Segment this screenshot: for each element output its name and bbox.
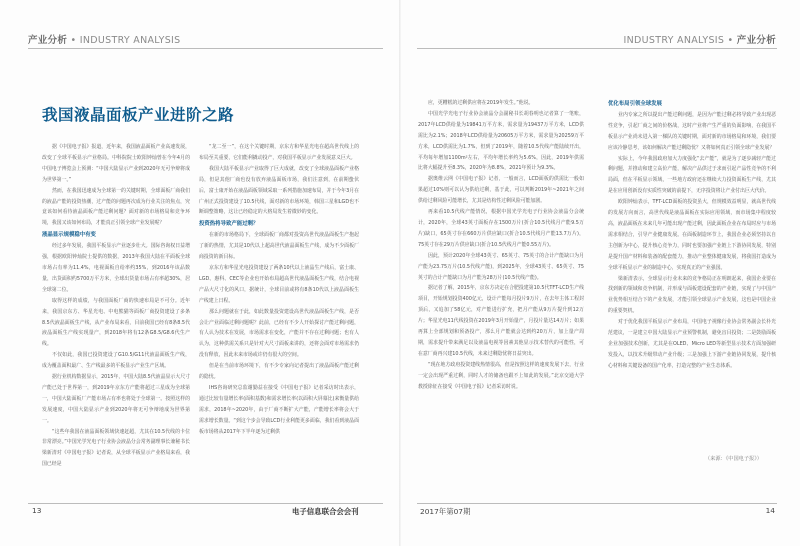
- paragraph: 但是在当前市场环境下，有不少专家向记者提出了液晶面板产能过剩的隐忧。: [199, 363, 359, 381]
- paragraph: “这些年我国在液晶面板领域快速赶超，尤其在10.5代线的卡位非常漂亮。”中国光学光电子行业协会液晶分会常务副理事长兼秘书长梁新清对《中国电子报》记者说，从全球平板显示产业格局来看，我国已经是: [42, 428, 190, 468]
- paragraph: 京东方和华星光电投资建设了两条10代以上液晶生产线后，富士康、LGD、惠科、CEC等企业也开始布局超高世代液晶面板生产线，结合电视产品大尺寸化的风口，据统计，全球目前或将有8条10代以上液晶面板生产线建上日程。: [199, 264, 359, 304]
- paragraph: 不仅如此，我国已投资建设了G10.5/G11代液晶面板生产线，成为覆盖面积最广、生产线最多的平板显示产业生产区域。: [42, 352, 190, 370]
- paragraph: 取得这样的成绩，与我国面板厂商的快速布局是不可分。近年来，我国京东方、华星光电、中电熊猫等面板厂商投资建设了多条8.5代液晶面板生产线，从产业布局来看，目前我国已经有8条8.5代液晶面板生产线实现量产，到2018年将有12条G8.5/G8.6代生产线。: [42, 297, 190, 348]
- section-heading: 优化布局引领全球发展: [608, 101, 662, 107]
- paragraph: 中国光学光电子行业协会液晶分会副秘书长胡春明也记者算了一笔账，2017年LCD供给量为19841万平方米，需求量为19437万平方米，LCD供需比为2.1%；2018年LCD供给量为20605万平方米，需求量为20259万平方米，LCD供需比为1.7%，但到了2019年，随着10.5代线产能陆续开出，平均每年增加1100m²左右，平均年增长率约为5.6%，因此，2019年供需比将大幅提升至8.3%，2020年为8.8%，2021年预计为9.3%。: [418, 110, 584, 172]
- left-page-number: 13: [32, 506, 42, 515]
- right-header: [624, 32, 776, 46]
- paragraph: 在新的市场格局下，全球面板厂商都对投资高世代液晶面板生产抱起了新的热情，尤其是10代以上超高世代液晶面板生产线，成为不少面板厂商投资的新目标。: [199, 232, 359, 261]
- paragraph: 然而，在我国迅速成为全球第一的关键时期，全球面板厂商我们的液晶产能的投资热潮，过产能的问题再次成为行业关注的焦点，究竟该如何看待液晶面板产能过剩问题？面对新的市场格局和竞争环境，我国又该如何布局，才能真正引领全球产业发展呢？: [42, 187, 190, 227]
- article-column-2: [199, 142, 359, 494]
- paragraph: 欧阳钟灿表示，TFT-LCD面板的投资虽大，但规模效益明显，就高世代线的发展方向而言，高世代线是液晶面板在实际应用领域，而市场集中程度较高，液晶面板在未来几年可能出现产能过剩，因此面板企业在布局时应与市场需求相结合，引导产业健康发展。在面板制造环节上，我国企业必须坚持以自主创新为中心，提升核心竞争力，同时也要加强产业链上下游协同发展，特别是提升国产材料和装备的配套能力，推动产业整体健康发展，将我国打造成为全球平板显示产业的制造中心，实现真正的产业强国。: [608, 199, 776, 271]
- right-header-section: 产业分析: [736, 35, 776, 46]
- paragraph: 我国大陆平板显示产业取得了巨大成就，改变了全球液晶面板产业格局，但是其他厂商也没有放弃液晶面板市场，我们注意到，在前期蛰伏后，富士康开始在液晶面板领域采取一系列措施加速布局，并于今年3月在广州正式投资建设了10.5代线，面对新的市场环境，韩国三星和LGD也不断调整策略，这让已经稳定的大格局发生着微妙的变化。: [199, 165, 359, 216]
- paragraph: 再来看10.5代线产能情况，根据中国光学光电子行业协会液晶分会统计，2020年，全球43英寸面板存在1500万片(折合10.5代线月产能9.5万片)缺口，65英寸存在660万片供应缺口(折合10.5代线月产能13.7万片)，75英寸存在29万片供应缺口(折合10.5代线月产能0.55万片)。: [418, 209, 584, 248]
- left-footer-rule: [28, 503, 383, 504]
- paragraph: 据《中国电子报》报道，近年来，我国液晶面板产业高速发展，改变了全球平板显示产业格局。中科院院士欧阳钟灿曾在今年4月的中国电子博览会上预测：“中国大陆显示产业到2020年无可争辩将成为世界第一。”: [42, 144, 190, 183]
- paragraph: 据奥维云网《中国电子报》记者，一般而言，LCD面板的供需比一般如果超过10%则可以认为供给过剩，基于此，可以判断2019年~2021年之间供给过剩风险可能增长，尤其是结构性过剩风险可能加剧。: [418, 176, 584, 205]
- paragraph: 据行业机构数据显示，2015年，中国大陆8.5代液晶显示大尺寸产能已处于世界第一，到2019年京东方产能将超过三星成为全球第一，中国大陆面板厂产能市场占有率也将处于全球第一。按照这样的发展速度，中国大陆显示产业到2020年将无可争辩地成为世界第一。: [42, 374, 190, 424]
- paragraph: 对于优化我国平板显示产业布局，中国电子视像行业协会常务副会长朴光范建议，一是建立中国大陆显示产业预警机制，避免盲目投资；二是鼓励面板企业加强技术创新，尤其是在OLED、Micro LED等新型显示技术方面加强研发投入，以技术升级带动产业升级；三是加强上下游产业链协同发展，提升核心材料和关键设备的国产化率，打造完整的产业生态体系。: [608, 319, 776, 369]
- right-footer-rule: [417, 503, 777, 504]
- paragraph: “龙二至一”，在这个关键时期，京东方和华星光电在超高世代线上的布局至关重要，它们能利撬动投产，对我国平板显示产业发展意义巨大。: [199, 144, 359, 161]
- left-header-section: 产业分析: [28, 35, 68, 46]
- paragraph: IHS咨询研究总监谢勤益在接受《中国电子报》记者采访时出表示，通过比较有量增长率(面积基数)和需求增长率(以面积大屏幕比)来衡量供给需求，2018年~2020年，由于厂商不断扩大产能，产能增长率将会大于需求增长数量。“到这个步会导致LCD行业利能更多面临，我们看到液晶面板市场将从2017年下半年逐为过剩供: [199, 384, 359, 435]
- section-heading: 投资热将导致产能过剩？: [199, 221, 259, 228]
- issue-number: 2017年第07期: [420, 507, 471, 516]
- paragraph: 业内专家之所以提出产能过剩问题，是因为产能过剩必将导致产业出现恶性竞争，引起厂商之间的价格战，这时产业将产生严重的负面影响，在我国平板显示产业尚未进入第一梯队的关键时期，面对新的市场格局和环境，我们要应该冷静思考，该如何解决产能过剩隐忧？又将如何真正引领全球产业发展？: [608, 111, 776, 151]
- article-column-4: [608, 98, 776, 492]
- paragraph: 实际上，今年我国政府加大力度强化“去产能”，就是为了逐步减轻产能过剩问题，并推动和建立高价产能，解决产品供过于求而引起产品性竞争的不利局面，但在平板显示领域，一些地方政府还在继续大力投资面板生产线，尤其是在应用创新没有实质性突破的前提下，无序投资将让产业付出巨大代价。: [608, 155, 776, 195]
- paragraph: “现在地方政府投资建线热情很高，但是按照这样的速度发展下去，行业一定会出现严重过剩，同时人才的储备也跟不上如此的发展。”北京交通大学教授徐征在接受《中国电子报》记者采访时说。: [418, 361, 584, 390]
- article-column-1: [42, 142, 190, 494]
- left-header: [28, 32, 180, 46]
- paragraph: 那么问题就在于此，如此数量投资建设高世代液晶面板生产线，是否会让产业面临过剩问题呢？此前，已经有不少人开始探讨产能过剩问题，有人认为技术在发展，市场需求在变化，产能并不存在过剩问题；也有人认为，这种供需关系只是针对大尺寸面板来讲的，还将会面对市场需求仍没有释放，因此未来市场或许仍有很大的空间。: [199, 308, 359, 359]
- paragraph: 梁新清表示，全球显示行业未来的竞争格局正在明朗起来，我国企业要在找到新的领域和竞争机制，并形成与面板建设配套的产业链，实现了与中国产业优势相互结合下的产业发展，才能引领全球显示产业发展，这也是中国企业的重要契机。: [608, 275, 776, 315]
- paragraph: 应，更糟糕的过剩供应将在2019年发生。”他说。: [428, 100, 534, 106]
- right-page-number: 14: [765, 506, 775, 515]
- left-header-section-en: • INDUSTRY ANALYSIS: [70, 35, 181, 46]
- section-heading: 液晶显示规模稳中有变: [42, 232, 96, 239]
- article-title: 我国液晶面板产业进阶之路: [42, 106, 235, 124]
- publication-title: 电子信息联合会会刊: [292, 507, 359, 516]
- right-header-section-en: INDUSTRY ANALYSIS •: [623, 35, 734, 46]
- paragraph: 因此，预计2020年全球43英寸、65英寸、75英寸的合计产能缺口为月产能为23.75万片(10.5代线产能)，到2025年，全球43英寸、65英寸、75英寸的合计产能缺口为月产能为28万片(10.5代线产能)。: [418, 252, 584, 281]
- paragraph: 经过多年发展，我国平板显示产业逐步壮大。国际咨询权日益增强，根据欧阳钟灿院士提供的数据，2013年我国大陆在平面板全球市场占有率为11.4%，电视面板自给率约35%，到2016年该品数量，出货面积约5700万平方米，全球出货量市场占有率超30%，居全球第二位。: [42, 243, 190, 293]
- paragraph: 据记者了解，2015年，京东方决定在合肥投建第10.5代TFT-LCD生产线项目，开始规划投资400亿元，设计产能每月投片9万片，在去年主体工程封顶后，又追加了58亿元，对产能进行扩充，把月产能从9万片提升到12万片；华星光电11代线投资在2019年3月开始量产，月投片量达14万片；如果再算上全部规划和预备投产，那么月产能就会达到约20万片，加上量产周期，需求提升带来满足以及液晶电视等因素其他显示技术替代的可能性，可在意厂商再兴建10.5代线，未来过剩隐忧将日益突出。: [418, 285, 584, 357]
- article-source: （来源：《中国电子报》）: [704, 456, 762, 462]
- article-column-3: [418, 98, 584, 492]
- page-gutter: [399, 0, 401, 546]
- right-header-rule: [417, 48, 777, 49]
- left-header-rule: [28, 48, 383, 49]
